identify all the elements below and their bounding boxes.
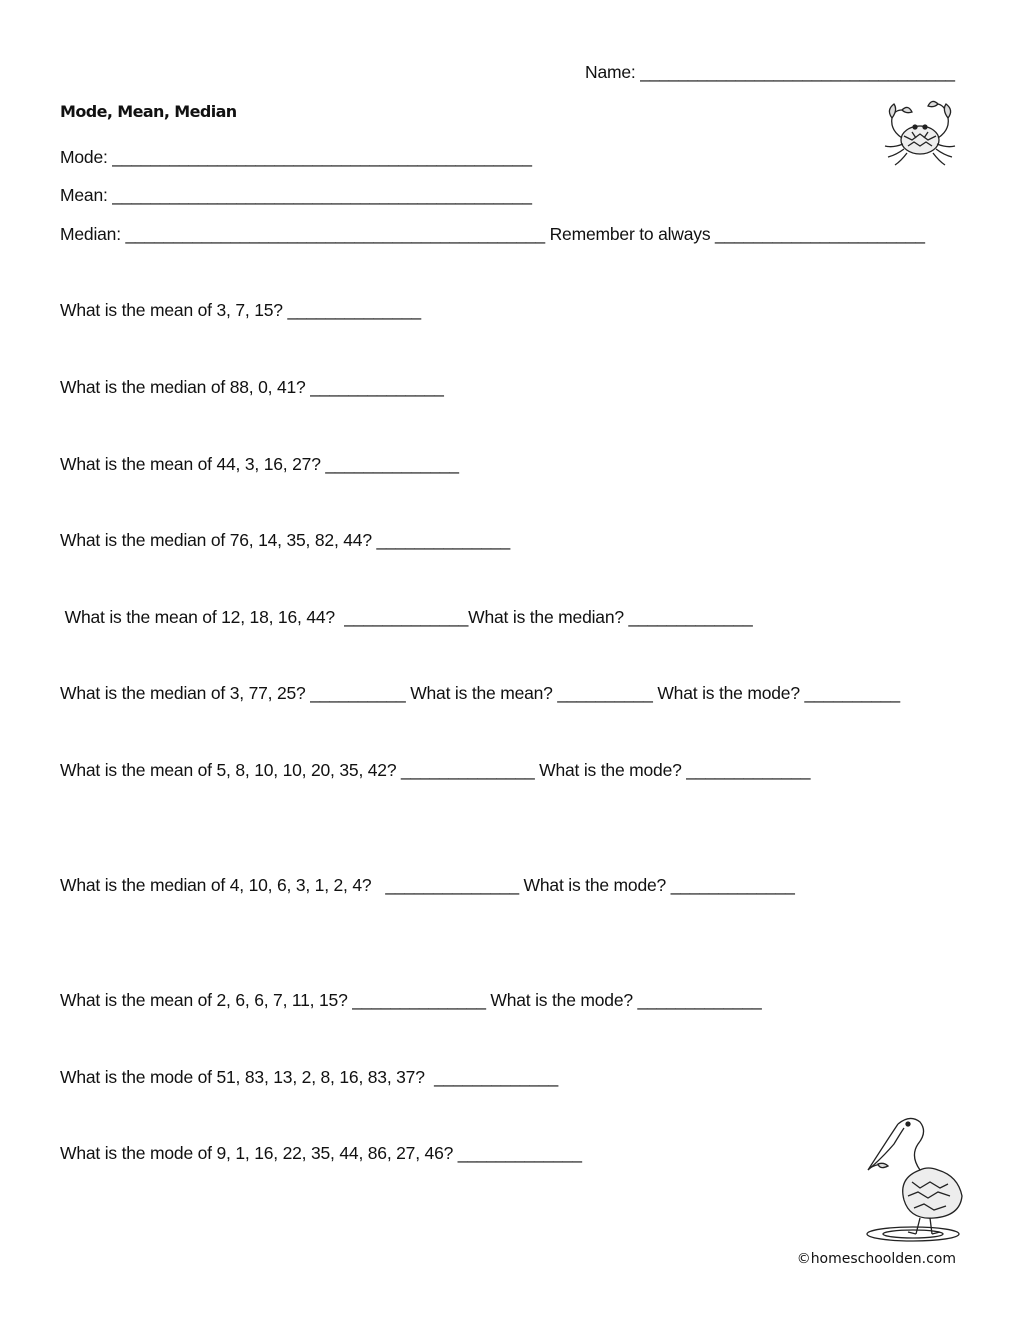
question-11: What is the mode of 9, 1, 16, 22, 35, 44, 86, 27, 46? _____________: [60, 1143, 582, 1163]
definition-mean: Mean: ____________________________________________: [60, 185, 532, 205]
definition-median: Median: ____________________________________________ Remember to always ______________________: [60, 224, 925, 244]
name-line: Name: _________________________________: [585, 62, 955, 82]
definition-mode: Mode: ____________________________________________: [60, 147, 532, 167]
question-3: What is the mean of 44, 3, 16, 27? ______________: [60, 454, 459, 474]
question-5: What is the mean of 12, 18, 16, 44? _____________What is the median? _____________: [60, 607, 753, 627]
question-10: What is the mode of 51, 83, 13, 2, 8, 16, 83, 37? _____________: [60, 1067, 558, 1087]
question-4: What is the median of 76, 14, 35, 82, 44? ______________: [60, 530, 510, 550]
question-8: What is the median of 4, 10, 6, 3, 1, 2, 4? ______________ What is the mode? _____________: [60, 875, 795, 895]
question-1: What is the mean of 3, 7, 15? ______________: [60, 300, 421, 320]
crab-illustration: [880, 96, 962, 174]
worksheet-title: Mode, Mean, Median: [60, 102, 237, 121]
question-6: What is the median of 3, 77, 25? __________ What is the mean? __________ What is the mode? __________: [60, 683, 900, 703]
pelican-illustration: [858, 1112, 968, 1244]
copyright-footer: ©homeschoolden.com: [796, 1251, 956, 1267]
question-7: What is the mean of 5, 8, 10, 10, 20, 35, 42? ______________ What is the mode? _____________: [60, 760, 811, 780]
question-9: What is the mean of 2, 6, 6, 7, 11, 15? ______________ What is the mode? _____________: [60, 990, 762, 1010]
question-2: What is the median of 88, 0, 41? ______________: [60, 377, 444, 397]
